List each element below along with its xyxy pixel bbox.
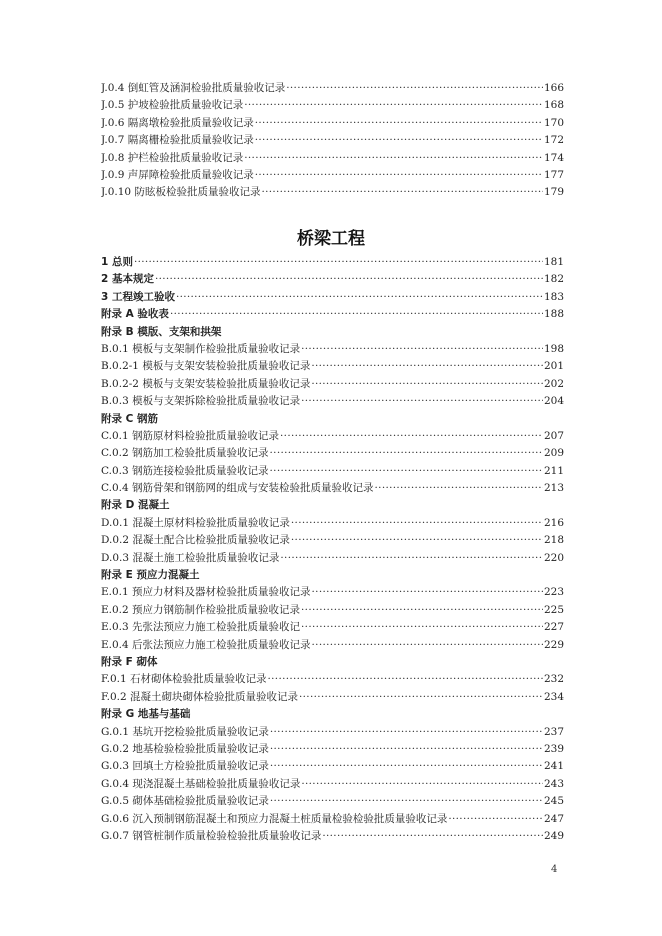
toc-entry[interactable] (101, 132, 564, 149)
toc-entry-title: J.0.4 倒虹管及涵洞检验批质量验收记录 (101, 82, 286, 94)
toc-entry[interactable] (101, 584, 564, 601)
toc-main-list (101, 254, 564, 845)
dot-leader (312, 637, 543, 654)
toc-entry-title: J.0.6 隔离墩检验批质量验收记录 (101, 116, 254, 129)
toc-entry-page: 229 (543, 638, 564, 651)
toc-entry-title: D.0.2 混凝土配合比检验批质量验收记录 (101, 534, 290, 547)
toc-entry-title: J.0.10 防眩板检验批质量验收记录 (101, 186, 261, 199)
dot-leader (301, 776, 543, 793)
toc-entry-title: C.0.1 钢筋原材料检验批质量验收记录 (101, 429, 280, 442)
toc-entry-page: 209 (543, 447, 564, 460)
toc-entry-title: G.0.3 回填土方检验批质量验收记录 (101, 760, 269, 773)
toc-entry-page: 225 (543, 603, 564, 616)
toc-entry-title: B.0.3 模板与支架拆除检验批质量验收记录 (101, 395, 301, 408)
dot-leader (261, 184, 543, 201)
toc-entry-title: C.0.3 钢筋连接检验批质量验收记录 (101, 464, 269, 477)
toc-entry[interactable] (101, 532, 564, 549)
toc-entry[interactable] (101, 671, 564, 688)
toc-entry-page: 247 (543, 812, 564, 825)
toc-entry-title: 附录 E 预应力混凝土 (101, 569, 200, 582)
dot-leader (301, 619, 543, 636)
toc-heading (101, 411, 564, 428)
toc-entry[interactable] (101, 637, 564, 654)
toc-entry-page: 166 (543, 82, 564, 94)
dot-leader (270, 741, 543, 758)
toc-entry[interactable] (101, 741, 564, 758)
toc-entry-page: 241 (543, 760, 564, 773)
toc-heading (101, 497, 564, 514)
toc-entry[interactable] (101, 480, 564, 497)
dot-leader (311, 358, 543, 375)
toc-entry[interactable] (101, 776, 564, 793)
dot-leader (311, 376, 543, 393)
toc-entry-title: J.0.9 声屏障检验批质量验收记录 (101, 168, 254, 181)
dot-leader (299, 689, 543, 706)
dot-leader (244, 150, 543, 167)
toc-entry[interactable] (101, 167, 564, 184)
dot-leader (255, 132, 543, 149)
dot-leader (176, 289, 543, 306)
dot-leader (291, 532, 543, 549)
toc-entry-title: 附录 C 钢筋 (101, 412, 159, 425)
toc-entry-page: 213 (543, 482, 564, 495)
toc-heading (101, 567, 564, 584)
dot-leader (270, 793, 543, 810)
dot-leader (155, 271, 543, 288)
toc-entry-page: 182 (543, 273, 564, 286)
dot-leader (448, 811, 543, 828)
toc-entry-page: 174 (543, 151, 564, 164)
toc-entry-title: 附录 D 混凝土 (101, 499, 170, 512)
toc-entry-page: 223 (543, 586, 564, 599)
toc-entry-page: 237 (543, 725, 564, 738)
toc-entry-page: 232 (543, 673, 564, 686)
toc-entry-title: B.0.1 模板与支架制作检验批质量验收记录 (101, 342, 301, 355)
toc-entry-page: 245 (543, 795, 564, 808)
toc-entry[interactable] (101, 689, 564, 706)
dot-leader (270, 724, 543, 741)
toc-entry-title: F.0.1 石材砌体检验批质量验收记录 (101, 673, 267, 686)
toc-entry-page: 168 (543, 99, 564, 112)
toc-entry[interactable] (101, 393, 564, 410)
toc-entry-title: 2 基本规定 (101, 273, 154, 286)
toc-entry-title: G.0.1 基坑开挖检验批质量验收记录 (101, 725, 269, 738)
toc-entry[interactable] (101, 358, 564, 375)
toc-entry[interactable] (101, 428, 564, 445)
toc-entry[interactable] (101, 602, 564, 619)
toc-entry[interactable] (101, 758, 564, 775)
toc-entry-title: J.0.8 护栏检验批质量验收记录 (101, 151, 244, 164)
toc-entry-title: C.0.2 钢筋加工检验批质量验收记录 (101, 447, 269, 460)
toc-entry-title: 3 工程竣工验收 (101, 290, 175, 303)
toc-entry-page: 188 (543, 308, 564, 321)
toc-entry-page: 183 (543, 290, 564, 303)
dot-leader (286, 80, 543, 97)
dot-leader (280, 550, 543, 567)
toc-entry[interactable] (101, 619, 564, 636)
toc-entry-title: G.0.2 地基检验检验批质量验收记录 (101, 742, 269, 755)
section-title: 桥梁工程 (297, 229, 365, 249)
toc-entry-title: 附录 B 模版、支架和拱架 (101, 325, 222, 338)
toc-entry-title: G.0.5 砌体基础检验批质量验收记录 (101, 795, 269, 808)
toc-entry[interactable] (101, 289, 564, 306)
toc-entry-title: C.0.4 钢筋骨架和钢筋网的组成与安装检验批质量验收记录 (101, 482, 374, 495)
toc-entry[interactable] (101, 445, 564, 462)
toc-entry-title: G.0.4 现浇混凝土基础检验批质量验收记录 (101, 777, 301, 790)
dot-leader (322, 828, 543, 845)
toc-entry-title: E.0.3 先张法预应力施工检验批质量验收记 (101, 621, 301, 634)
toc-heading (101, 706, 564, 723)
toc-entry-page: 216 (543, 516, 564, 529)
dot-leader (268, 671, 543, 688)
toc-entry-page: 234 (543, 690, 564, 703)
toc-entry-title: J.0.7 隔离栅检验批质量验收记录 (101, 134, 254, 147)
toc-heading (101, 654, 564, 671)
toc-entry-page: 227 (543, 621, 564, 634)
toc-heading (101, 324, 564, 341)
toc-entry[interactable] (101, 306, 564, 323)
dot-leader (134, 254, 543, 271)
toc-entry-page: 181 (543, 256, 564, 268)
dot-leader (270, 445, 543, 462)
toc-entry-title: E.0.2 预应力钢筋制作检验批质量验收记录 (101, 603, 301, 616)
toc-entry-title: G.0.7 钢管桩制作质量检验检验批质量验收记录 (101, 829, 322, 842)
toc-top-list (101, 80, 564, 202)
dot-leader (312, 584, 543, 601)
toc-entry[interactable] (101, 793, 564, 810)
toc-entry-title: 附录 G 地基与基础 (101, 708, 191, 721)
toc-entry[interactable] (101, 724, 564, 741)
dot-leader (375, 480, 543, 497)
dot-leader (301, 341, 543, 358)
toc-entry[interactable] (101, 184, 564, 201)
toc-entry-title: B.0.2-2 模板与支架安装检验批质量验收记录 (101, 377, 311, 390)
toc-entry[interactable] (101, 97, 564, 114)
toc-entry-title: 附录 A 验收表 (101, 308, 169, 321)
dot-leader (280, 428, 543, 445)
toc-entry[interactable] (101, 515, 564, 532)
toc-entry-page: 211 (543, 464, 564, 477)
toc-entry[interactable] (101, 550, 564, 567)
toc-entry-title: G.0.6 沉入预制钢筋混凝土和预应力混凝土桩质量检验检验批质量验收记录 (101, 812, 448, 825)
toc-entry-page: 201 (543, 360, 564, 373)
dot-leader (255, 167, 543, 184)
toc-entry-page: 204 (543, 395, 564, 408)
toc-entry[interactable] (101, 811, 564, 828)
toc-entry[interactable] (101, 376, 564, 393)
dot-leader (270, 463, 543, 480)
toc-entry-page: 249 (543, 829, 564, 842)
toc-entry[interactable] (101, 150, 564, 167)
toc-entry-page: 172 (543, 134, 564, 147)
toc-entry[interactable] (101, 115, 564, 132)
toc-entry-page: 218 (543, 534, 564, 547)
dot-leader (255, 115, 543, 132)
toc-entry[interactable] (101, 80, 564, 97)
toc-entry-title: D.0.1 混凝土原材料检验批质量验收记录 (101, 516, 290, 529)
toc-entry-title: J.0.5 护坡检验批质量验收记录 (101, 99, 244, 112)
page-number: 4 (551, 864, 558, 875)
toc-entry-page: 179 (543, 186, 564, 199)
toc-entry-page: 239 (543, 742, 564, 755)
toc-entry-page: 220 (543, 551, 564, 564)
toc-entry-title: D.0.3 混凝土施工检验批质量验收记录 (101, 551, 280, 564)
toc-entry-page: 207 (543, 429, 564, 442)
dot-leader (170, 306, 543, 323)
toc-entry-page: 177 (543, 168, 564, 181)
toc-entry-page: 170 (543, 116, 564, 129)
toc-entry-title: E.0.1 预应力材料及器材检验批质量验收记录 (101, 586, 311, 599)
toc-entry-title: F.0.2 混凝土砌块砌体检验批质量验收记录 (101, 690, 299, 703)
dot-leader (244, 97, 543, 114)
toc-entry[interactable] (101, 341, 564, 358)
toc-entry[interactable] (101, 254, 564, 271)
toc-entry-title: 附录 F 砌体 (101, 655, 158, 668)
dot-leader (291, 515, 543, 532)
dot-leader (301, 393, 543, 410)
toc-entry-title: B.0.2-1 模板与支架安装检验批质量验收记录 (101, 360, 311, 373)
dot-leader (270, 758, 543, 775)
dot-leader (301, 602, 543, 619)
toc-entry-title: E.0.4 后张法预应力施工检验批质量验收记录 (101, 638, 311, 651)
toc-entry[interactable] (101, 828, 564, 845)
toc-entry-page: 198 (543, 342, 564, 355)
toc-entry-page: 202 (543, 377, 564, 390)
toc-entry-title: 1 总则 (101, 256, 133, 268)
toc-entry[interactable] (101, 463, 564, 480)
toc-entry[interactable] (101, 271, 564, 288)
toc-entry-page: 243 (543, 777, 564, 790)
